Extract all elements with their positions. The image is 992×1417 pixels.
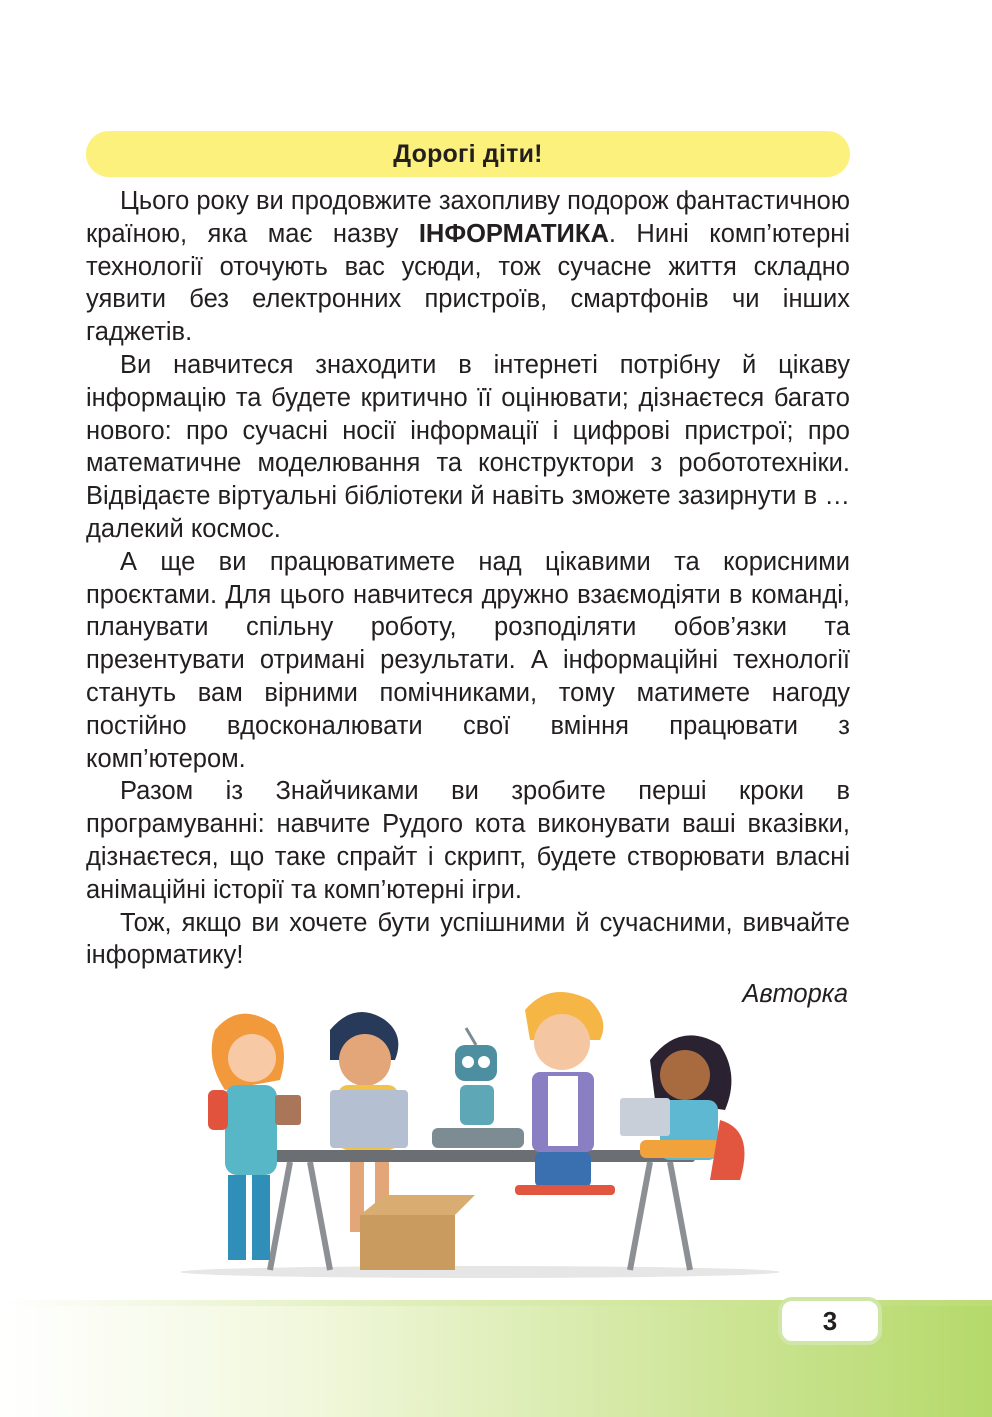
paragraph-5: Тож, якщо ви хочете бути успішними й сучасними, вивчайте інформатику! <box>86 908 850 970</box>
page-heading: Дорогі діти! <box>393 139 543 168</box>
author-signature: Авторка <box>742 980 848 1008</box>
paragraph-3: А ще ви працюватимете над цікавими та корисними проєктами. Для цього навчитеся дружно взаємодіяти в команді, планувати спільну роботу, розподіляти обов’язки та презентувати отримані результати. А інформаційні технології стануть вам вірними помічниками, тому матимете нагоду постійно вдосконалювати свої вміння працювати з комп’ютером. <box>86 547 850 773</box>
table-leg-left <box>270 1162 290 1270</box>
table-top <box>265 1150 695 1162</box>
table-leg-left-2 <box>310 1162 330 1270</box>
body-text <box>86 185 850 972</box>
children-robot-illustration <box>170 980 790 1280</box>
girl-left-figure <box>208 1014 301 1260</box>
table-leg-right-2 <box>670 1162 690 1270</box>
paragraph-1-end: . Нині комп’ютерні технології оточують вас усюди, тож сучасне життя складно уявити без електронних пристроїв, смартфонів чи інших гаджетів. <box>86 219 850 347</box>
robot-figure <box>432 1028 524 1148</box>
table-leg-right <box>630 1162 650 1270</box>
paragraph-2: Ви навчитеся знаходити в інтернеті потрібну й цікаву інформацію та будете критично її оцінювати; дізнаєтеся багато нового: про сучасні носії інформації і цифрові пристрої; про математичне моделювання та конструктори з робототехніки. Відвідаєте віртуальні бібліотеки й навіть зможете зазирнути в … далекий космос. <box>86 350 850 543</box>
paragraph-1 <box>86 185 850 349</box>
heading-banner <box>86 131 850 177</box>
boy-standing-figure <box>515 992 615 1195</box>
subject-name: ІНФОРМАТИКА <box>418 219 609 248</box>
page-number-badge <box>778 1297 882 1345</box>
paragraph-4: Разом із Знайчиками ви зробите перші кроки в програмуванні: навчите Рудого кота виконувати ваші вказівки, дізнаєтеся, що таке спрайт і скрипт, будете створювати власні анімаційні історії та комп’ютерні ігри. <box>86 777 850 904</box>
paragraph-1-start: Цього року ви продовжите захопливу подорож фантастичною країною, яка має назву <box>86 187 850 248</box>
page-number: 3 <box>822 1305 838 1336</box>
cardboard-box <box>360 1195 475 1270</box>
